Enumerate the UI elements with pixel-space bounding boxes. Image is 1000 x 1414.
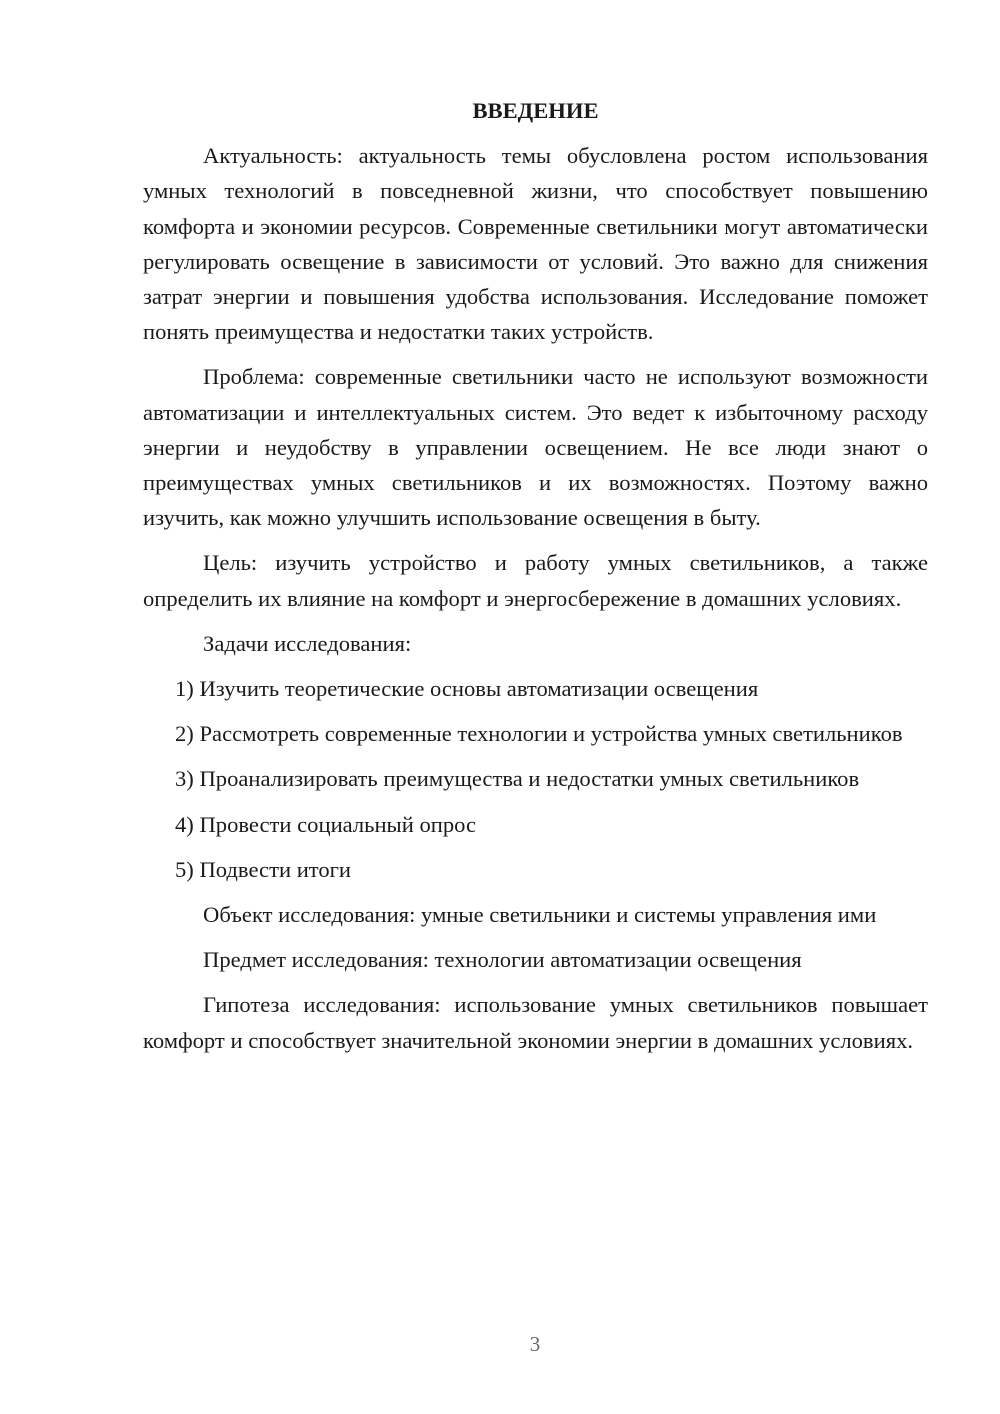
paragraph-goal: Цель: изучить устройство и работу умных светильников, а также определить их влияние на комфорт и энергосбережение в домашних условиях. <box>143 550 928 611</box>
section-title: ВВЕДЕНИЕ <box>472 98 599 123</box>
paragraph-relevance: Актуальность: актуальность темы обусловлена ростом использования умных технологий в повседневной жизни, что способствует повышению комфорта и экономии ресурсов. Современные светильники могут автоматически регулировать освещение в зависимости от условий. Это важно для снижения затрат энергии и повышения удобства использования. Исследование поможет понять преимущества и недостатки таких устройств. <box>143 143 928 345</box>
tasks-heading: Задачи исследования: <box>203 630 412 656</box>
task-item-1: 1) Изучить теоретические основы автоматизации освещения <box>175 676 759 702</box>
paragraph-hypothesis: Гипотеза исследования: использование умных светильников повышает комфорт и способствует значительной экономии энергии в домашних условиях. <box>143 992 928 1053</box>
task-item-2: 2) Рассмотреть современные технологии и устройства умных светильников <box>175 721 903 747</box>
task-item-3: 3) Проанализировать преимущества и недостатки умных светильников <box>175 766 860 792</box>
page-content <box>143 93 928 1068</box>
paragraph-problem: Проблема: современные светильники часто не используют возможности автоматизации и интеллектуальных систем. Это ведет к избыточному расходу энергии и неудобству в управлении освещением. Не все люди знают о преимуществах умных светильников и их возможностях. Поэтому важно изучить, как можно улучшить использование освещения в быту. <box>143 364 928 531</box>
page-number: 3 <box>529 1332 541 1356</box>
paragraph-object: Объект исследования: умные светильники и системы управления ими <box>203 902 877 928</box>
task-item-5: 5) Подвести итоги <box>175 856 352 882</box>
paragraph-subject: Предмет исследования: технологии автоматизации освещения <box>203 947 802 973</box>
task-item-4: 4) Провести социальный опрос <box>175 811 477 837</box>
